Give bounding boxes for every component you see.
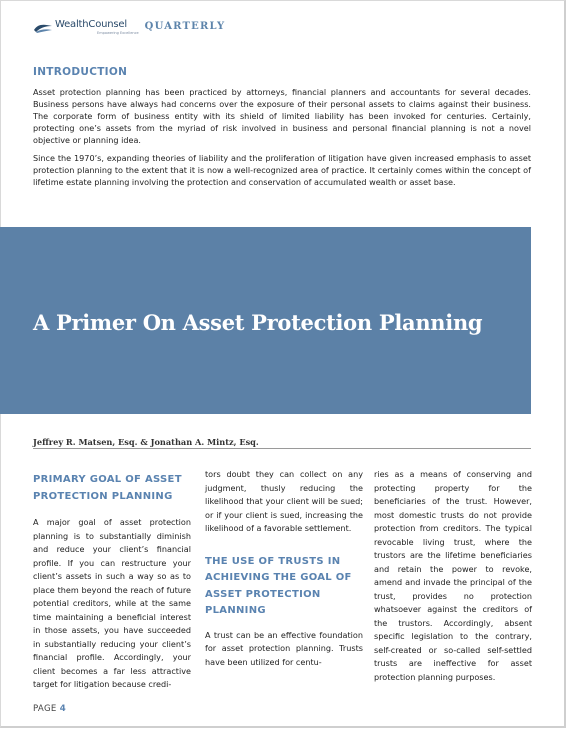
- column-2: [205, 468, 363, 669]
- section-heading-trusts: THE USE OF TRUSTS IN ACHIEVING THE GOAL OF ASSET PROTECTION PLANNING: [205, 555, 352, 616]
- masthead: [33, 19, 225, 39]
- article-title: A Primer On Asset Protection Planning: [33, 310, 483, 335]
- primary-goal-text-continued: tors doubt they can collect on any judgment, thusly reducing the likelihood that your client will be sued; or if your client is sued, increasing the likelihood of a favorable settlement.: [205, 469, 363, 533]
- intro-heading: INTRODUCTION: [33, 66, 128, 78]
- section-heading-primary-goal: PRIMARY GOAL OF ASSET PROTECTION PLANNING: [33, 474, 182, 502]
- publication-name: QUARTERLY: [144, 21, 226, 32]
- intro-body: [33, 86, 531, 194]
- page-footer: [33, 704, 66, 714]
- trusts-text: A trust can be an effective foundation for asset protection planning. Trusts have been utilized for centu-: [205, 629, 363, 667]
- byline: Jeffrey R. Matsen, Esq. & Jonathan A. Mintz, Esq.: [33, 437, 259, 447]
- logo-wordmark: [55, 19, 139, 36]
- intro-paragraph: Since the 1970’s, expanding theories of liability and the proliferation of litigation have given increased emphasis to asset protection planning to the extent that it is now a well-recognized area of practice. It certainly comes within the concept of lifetime estate planning involving the protection and conservation of accumulated wealth or asset base.: [33, 153, 531, 187]
- divider: [33, 448, 531, 449]
- title-banner: [0, 227, 531, 414]
- column-1: [33, 472, 191, 692]
- page-label: PAGE: [33, 704, 57, 714]
- brand-tagline: Empowering Excellence: [97, 31, 139, 35]
- wealthcounsel-wave-logo-icon: [33, 22, 53, 34]
- brand-name: WealthCounsel: [55, 19, 127, 30]
- trusts-text-continued: ries as a means of conserving and protecting property for the beneficiaries of the trust. However, most domestic trusts do not provide protection from creditors. The typical revocable living trust, where the trustors are the lifetime beneficiaries and retain the power to revoke, amend and invade the principal of the trust, provides no protection whatsoever against the creditors of the trustors. Accordingly, absent specific legislation to the contrary, self-created or so-called self-settled trusts are ineffective for asset protection planning purposes.: [374, 469, 532, 682]
- intro-paragraph: Asset protection planning has been practiced by attorneys, financial planners and accountants for several decades. Business persons have always had concerns over the exposure of their personal assets to claims against their business. The corporate form of business entity with its shield of limited liability has been invoked for centuries. Certainly, protecting one’s assets from the myriad of risk involved in business and personal financial planning is not a novel objective or planning idea.: [33, 87, 531, 145]
- column-3: [374, 468, 532, 684]
- page-number: 4: [59, 704, 66, 714]
- primary-goal-text: A major goal of asset protection planning is to substantially diminish and reduce your client’s financial profile. If you can restructure your client’s assets in such a way so as to place them beyond the reach of future potential creditors, while at the same time maintaining a beneficial interest in those assets, you have succeeded in substantially reducing your client’s financial profile. Accordingly, your client becomes a far less attractive target for litigation because credi-: [33, 517, 191, 689]
